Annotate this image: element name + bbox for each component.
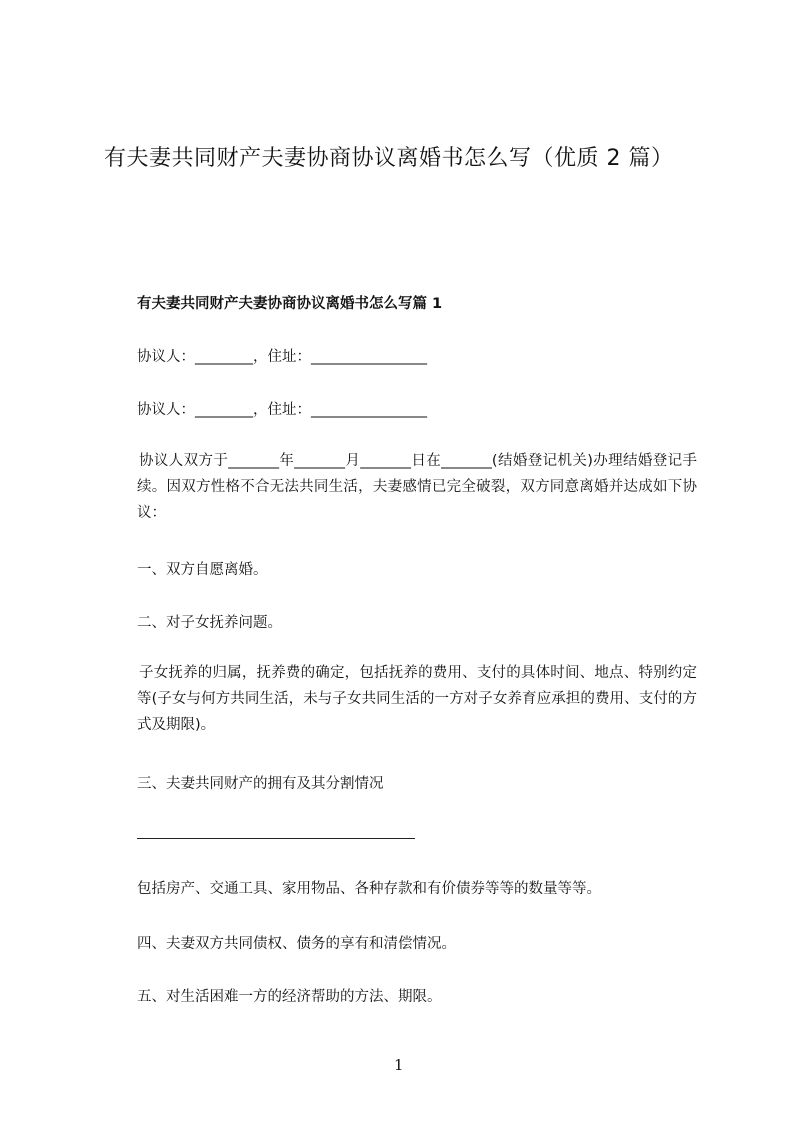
property-note: 包括房产、交通工具、家用物品、各种存款和有价债券等等的数量等等。 [137,881,601,897]
party-line-2: 协议人：________，住址：________________ [137,402,427,418]
clause-5: 五、对生活困难一方的经济帮助的方法、期限。 [137,989,442,1005]
section-heading: 有夫妻共同财产夫妻协商协议离婚书怎么写篇 1 [137,296,443,312]
fill-in-blank-line [137,838,415,839]
party-line-1: 协议人：________，住址：________________ [137,349,427,365]
child-support-paragraph: 子女抚养的归属，抚养费的确定，包括抚养的费用、支付的具体时间、地点、特别约定等(子女与何方共同生活，未与子女共同生活的一方对子女养育应承担的费用、支付的方式及期限)。 [137,665,697,733]
clause-2: 二、对子女抚养问题。 [137,615,282,631]
page-number: 1 [394,1056,404,1074]
document-title: 有夫妻共同财产夫妻协商协议离婚书怎么写（优质 2 篇） [104,146,674,171]
clause-1: 一、双方自愿离婚。 [137,562,268,578]
clause-3: 三、夫妻共同财产的拥有及其分割情况 [137,776,384,792]
intro-paragraph: 协议人双方于_______年_______月_______日在_______(结婚登记机关)办理结婚登记手续。因双方性格不合无法共同生活，夫妻感情已完全破裂，双方同意离婚并达成如下协议： [137,453,697,521]
clause-4: 四、夫妻双方共同债权、债务的享有和清偿情况。 [137,936,456,952]
